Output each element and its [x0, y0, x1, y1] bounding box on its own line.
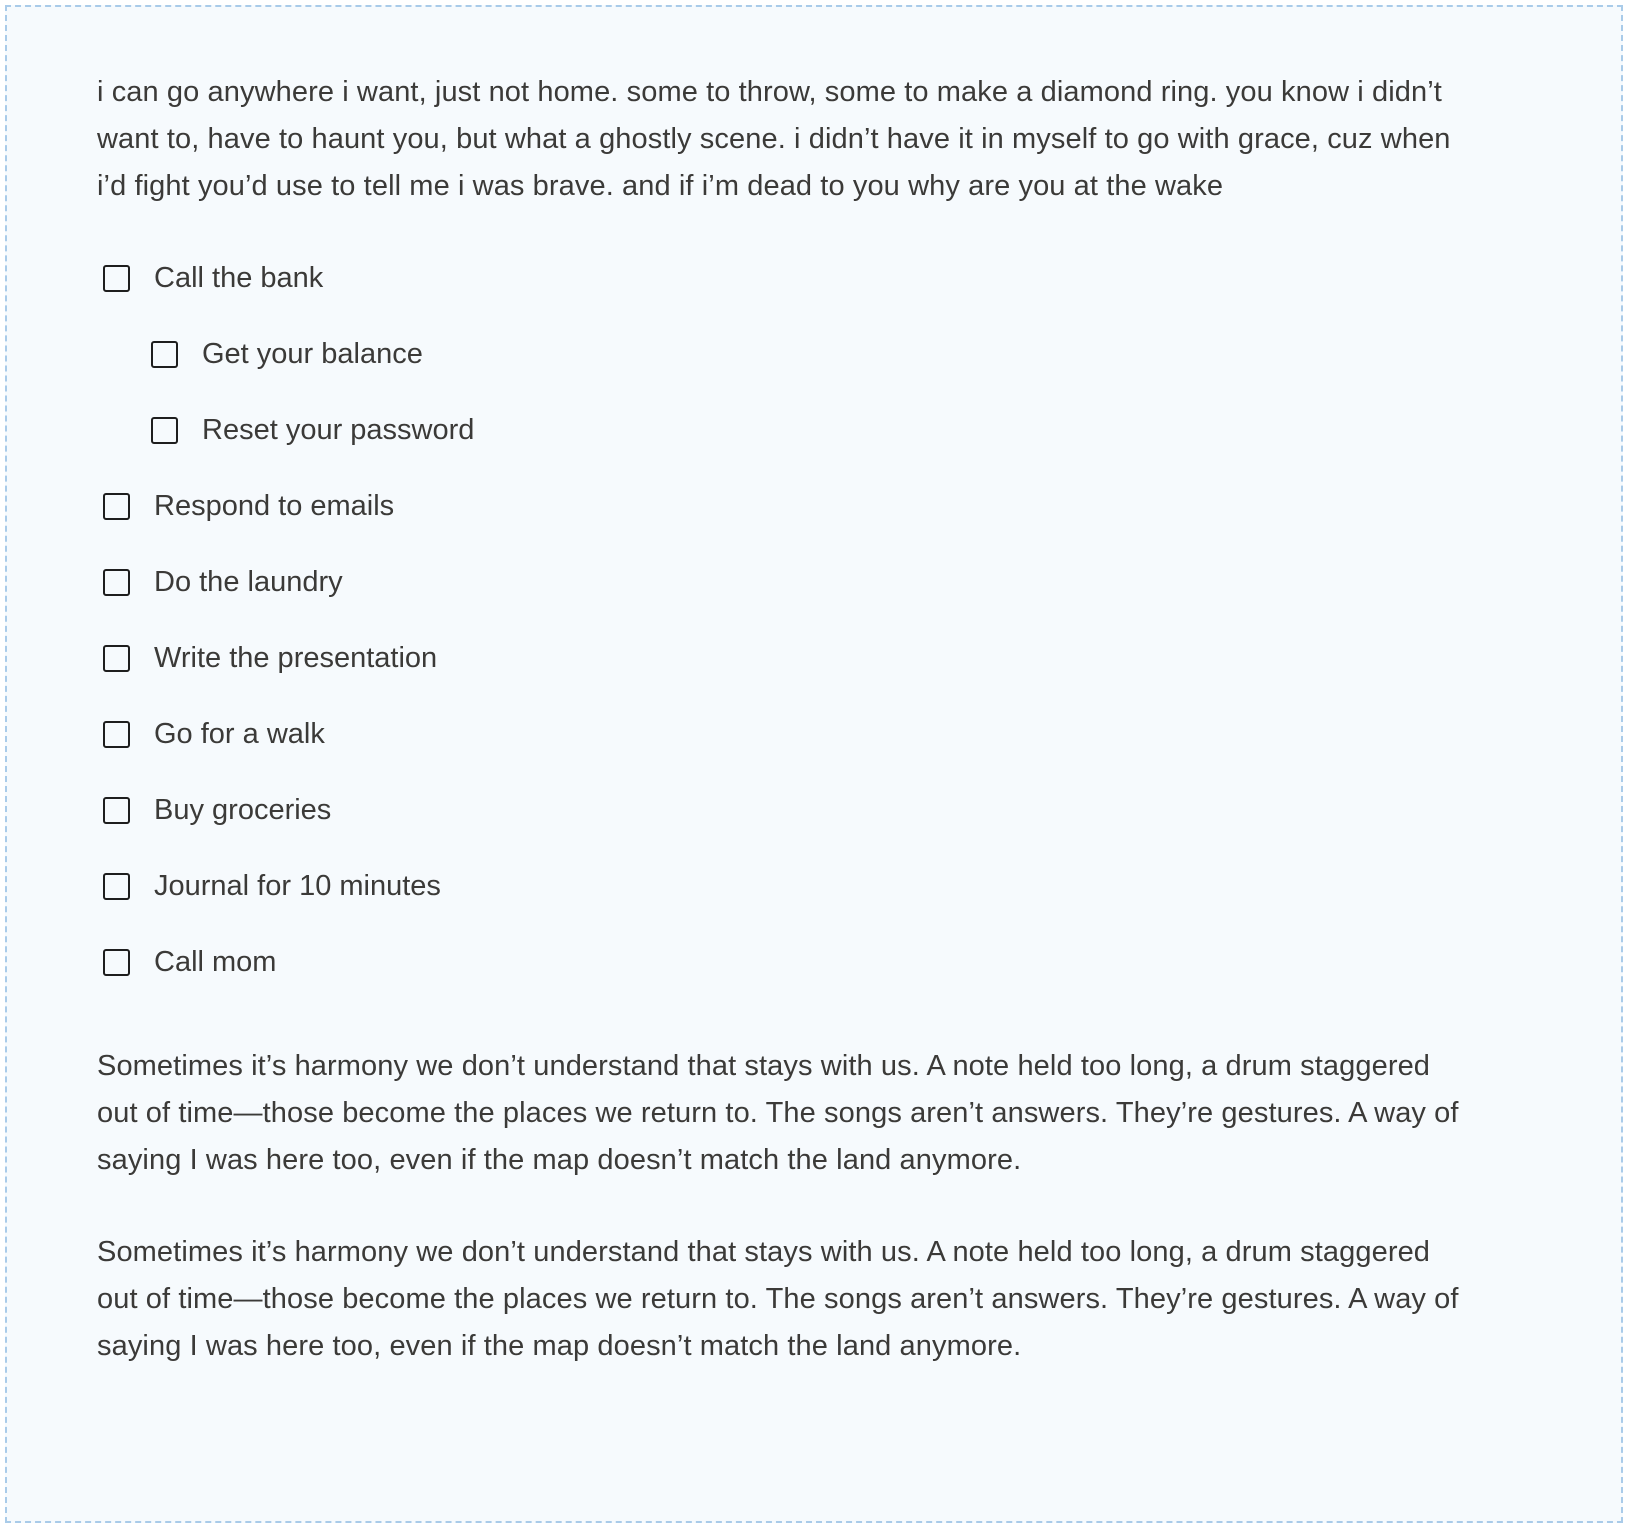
todo-checkbox[interactable] — [103, 721, 130, 748]
todo-item[interactable] — [97, 711, 1472, 757]
todo-checkbox[interactable] — [151, 341, 178, 368]
todo-item[interactable] — [145, 331, 1472, 377]
todo-checkbox[interactable] — [151, 417, 178, 444]
document-content — [7, 7, 1472, 1370]
todo-item-label: Buy groceries — [154, 794, 332, 826]
todo-item-label: Call mom — [154, 946, 277, 978]
todo-item[interactable] — [97, 939, 1472, 985]
closing-paragraph-2: Sometimes it’s harmony we don’t understand that stays with us. A note held too long, a drum staggered out of time—those become the places we return to. The songs aren’t answers. They’re gestures. A way of saying I was here too, even if the map doesn’t match the land anymore. — [97, 1236, 1459, 1362]
todo-item-label: Respond to emails — [154, 490, 395, 522]
todo-item-label: Journal for 10 minutes — [154, 870, 441, 902]
todo-checkbox[interactable] — [103, 949, 130, 976]
todo-checkbox[interactable] — [103, 493, 130, 520]
todo-item[interactable] — [97, 255, 1472, 301]
todo-item[interactable] — [145, 407, 1472, 453]
todo-item-label: Write the presentation — [154, 642, 438, 674]
todo-list — [97, 255, 1472, 985]
todo-item-label: Do the laundry — [154, 566, 343, 598]
intro-paragraph: i can go anywhere i want, just not home. some to throw, some to make a diamond ring. you know i didn’t want to, have to haunt you, but what a ghostly scene. i didn’t have it in myself to go with grace, cuz when i’d fight you’d use to tell me i was brave. and if i’m dead to you why are you at the wake — [97, 76, 1451, 202]
todo-item-label: Call the bank — [154, 262, 324, 294]
todo-item[interactable] — [97, 863, 1472, 909]
todo-checkbox[interactable] — [103, 873, 130, 900]
todo-checkbox[interactable] — [103, 569, 130, 596]
todo-item-label: Go for a walk — [154, 718, 325, 750]
todo-item[interactable] — [97, 787, 1472, 833]
todo-item-label: Get your balance — [202, 338, 423, 370]
todo-item[interactable] — [97, 635, 1472, 681]
document-page — [5, 5, 1623, 1523]
todo-item[interactable] — [97, 559, 1472, 605]
todo-checkbox[interactable] — [103, 797, 130, 824]
closing-paragraph-1: Sometimes it’s harmony we don’t understand that stays with us. A note held too long, a drum staggered out of time—those become the places we return to. The songs aren’t answers. They’re gestures. A way of saying I was here too, even if the map doesn’t match the land anymore. — [97, 1050, 1459, 1176]
todo-checkbox[interactable] — [103, 645, 130, 672]
todo-checkbox[interactable] — [103, 265, 130, 292]
todo-item-label: Reset your password — [202, 414, 475, 446]
todo-item[interactable] — [97, 483, 1472, 529]
